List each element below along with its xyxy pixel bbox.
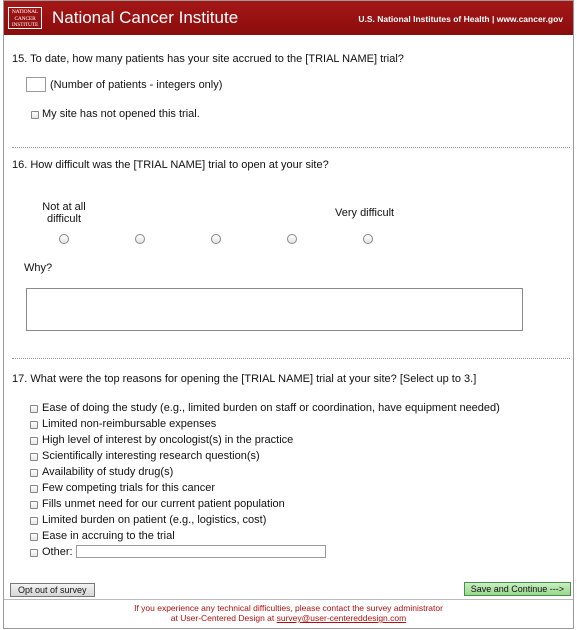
support-email-link[interactable]: survey@user-centereddesign.com [276, 613, 407, 623]
logo-text-line2: CANCER [14, 15, 36, 22]
q15-not-opened-label: My site has not opened this trial. [42, 108, 200, 120]
q15-not-opened-checkbox[interactable] [31, 111, 39, 119]
section-divider [12, 358, 570, 359]
q16-radio-5[interactable] [363, 234, 373, 244]
footer-prefix: at User-Centered Design at [170, 613, 277, 623]
q17-option-label: Scientifically interesting research question(s) [42, 450, 260, 462]
q17-option-checkbox[interactable] [30, 485, 38, 493]
q16-radio-1[interactable] [59, 234, 69, 244]
q16-scale-low-label [41, 201, 87, 225]
q17-option-label: Limited non-reimbursable expenses [42, 418, 217, 430]
q16-scale-low-line2: difficult [46, 213, 82, 225]
q16-question: 16. How difficult was the [TRIAL NAME] trial to open at your site? [12, 159, 329, 171]
q15-patients-input[interactable] [26, 77, 46, 92]
q17-option-label: Availability of study drug(s) [42, 466, 174, 478]
site-header [4, 1, 573, 35]
q16-why-textarea[interactable] [26, 288, 523, 331]
section-divider [12, 147, 570, 148]
q17-option-checkbox[interactable] [30, 453, 38, 461]
q17-option-label: Limited burden on patient (e.g., logistics, cost) [42, 514, 267, 526]
q17-option-label: Ease of doing the study (e.g., limited burden on staff or coordination, have equipment needed) [42, 402, 500, 414]
logo-text-line1: NATIONAL [11, 9, 39, 15]
q17-option-checkbox[interactable] [30, 405, 38, 413]
q17-option-checkbox[interactable] [30, 517, 38, 525]
q17-other-input[interactable] [76, 545, 326, 558]
q17-option-label: Few competing trials for this cancer [42, 482, 216, 494]
nci-logo [8, 7, 42, 29]
logo-text-line3: INSTITUTE [11, 22, 39, 28]
q17-option-checkbox[interactable] [30, 501, 38, 509]
header-links[interactable]: U.S. National Institutes of Health | www.cancer.gov [358, 14, 563, 24]
footer-divider [4, 599, 573, 600]
q17-other-checkbox[interactable] [30, 549, 38, 557]
q17-option-checkbox[interactable] [30, 421, 38, 429]
footer-help-line2 [4, 613, 573, 623]
q16-scale-low-line1: Not at all [42, 201, 86, 213]
q16-why-label: Why? [24, 262, 53, 274]
survey-frame [3, 0, 574, 629]
q17-question: 17. What were the top reasons for opening the [TRIAL NAME] trial at your site? [Select up to 3.] [12, 373, 477, 385]
q17-option-checkbox[interactable] [30, 437, 38, 445]
q17-option-label: High level of interest by oncologist(s) in the practice [42, 434, 294, 446]
q16-radio-4[interactable] [287, 234, 297, 244]
q15-question: 15. To date, how many patients has your site accrued to the [TRIAL NAME] trial? [12, 53, 404, 65]
org-name: National Cancer Institute [52, 8, 239, 27]
q17-option-checkbox[interactable] [30, 469, 38, 477]
save-continue-button[interactable]: Save and Continue ---> [464, 582, 571, 596]
q17-other-label: Other: [42, 546, 73, 558]
q16-scale-high-label: Very difficult [335, 207, 395, 219]
q17-option-label: Fills unmet need for our current patient population [42, 498, 285, 510]
q15-input-hint: (Number of patients - integers only) [50, 79, 223, 91]
q17-option-label: Ease in accruing to the trial [42, 530, 175, 542]
q16-radio-2[interactable] [135, 234, 145, 244]
q16-radio-3[interactable] [211, 234, 221, 244]
opt-out-button[interactable]: Opt out of survey [10, 583, 95, 597]
q17-option-checkbox[interactable] [30, 533, 38, 541]
footer-help-line1: If you experience any technical difficulties, please contact the survey administrator [134, 603, 443, 613]
